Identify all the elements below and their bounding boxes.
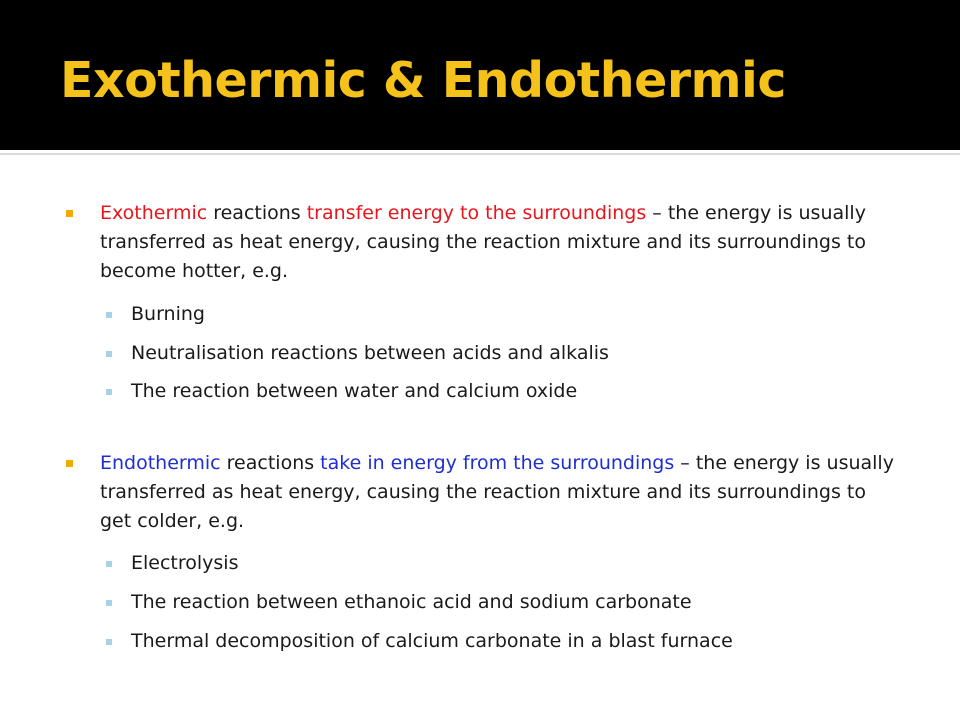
square-bullet-icon xyxy=(106,639,112,645)
slide-title: Exothermic & Endothermic xyxy=(60,52,786,109)
exothermic-bullet xyxy=(100,199,900,286)
exothermic-example xyxy=(131,339,911,368)
endothermic-bullet xyxy=(100,449,900,536)
exothermic-example-text: The reaction between water and calcium oxide xyxy=(131,380,578,402)
endothermic-example-text: The reaction between ethanoic acid and sodium carbonate xyxy=(131,591,692,613)
exothermic-example xyxy=(131,377,911,406)
endothermic-term: Endothermic xyxy=(100,452,221,474)
endothermic-example-text: Thermal decomposition of calcium carbonate in a blast furnace xyxy=(131,630,733,652)
exothermic-text-2: – the energy is usually transferred as heat energy, causing the reaction mixture and its surroundings to become hotter, e.g. xyxy=(100,202,866,282)
endothermic-example-text: Electrolysis xyxy=(131,552,239,574)
square-bullet-icon xyxy=(106,312,112,318)
endothermic-example xyxy=(131,588,911,617)
title-divider xyxy=(0,153,960,155)
exothermic-example-text: Neutralisation reactions between acids and alkalis xyxy=(131,342,609,364)
square-bullet-icon xyxy=(106,389,112,395)
square-bullet-icon xyxy=(66,460,73,467)
exothermic-example-text: Burning xyxy=(131,303,205,325)
title-bar xyxy=(0,0,960,150)
square-bullet-icon xyxy=(106,561,112,567)
endothermic-text-1: reactions xyxy=(220,452,321,474)
endothermic-highlight: take in energy from the surroundings xyxy=(320,452,675,474)
endothermic-example xyxy=(131,549,911,578)
exothermic-text-1: reactions xyxy=(207,202,307,224)
square-bullet-icon xyxy=(106,600,112,606)
endothermic-example xyxy=(131,627,911,656)
exothermic-highlight: transfer energy to the surroundings xyxy=(306,202,647,224)
square-bullet-icon xyxy=(106,351,112,357)
endothermic-text-2: – the energy is usually transferred as heat energy, causing the reaction mixture and its surroundings to get colder, e.g. xyxy=(100,452,894,532)
exothermic-term: Exothermic xyxy=(100,202,208,224)
square-bullet-icon xyxy=(66,210,73,217)
exothermic-example xyxy=(131,300,911,329)
